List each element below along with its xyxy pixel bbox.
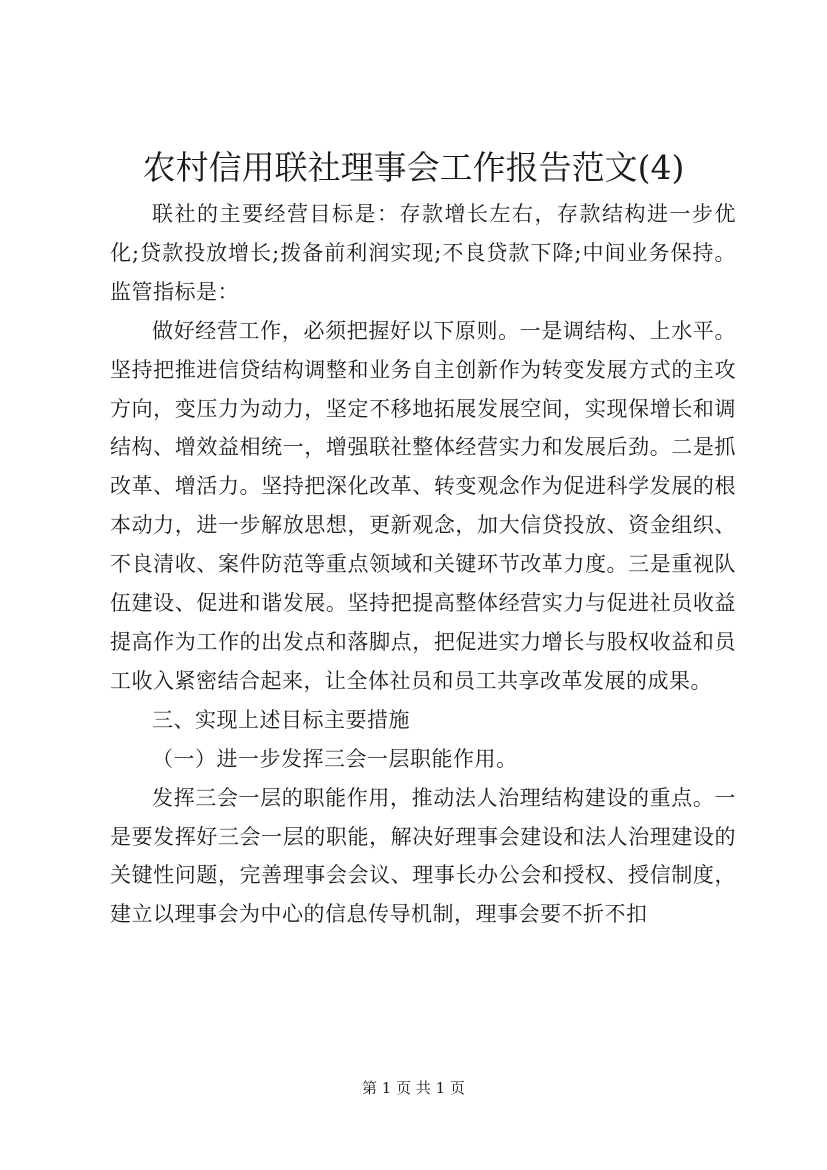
document-body <box>110 195 736 934</box>
paragraph-principles: 做好经营工作，必须把握好以下原则。一是调结构、上水平。坚持把推进信贷结构调整和业务自主创新作为转变发展方式的主攻方向，变压力为动力，坚定不移地拓展发展空间，实现保增长和调结构、增效益相统一，增强联社整体经营实力和发展后劲。二是抓改革、增活力。坚持把深化改革、转变观念作为促进科学发展的根本动力，进一步解放思想，更新观念，加大信贷投放、资金组织、不良清收、案件防范等重点领域和关键环节改革力度。三是重视队伍建设、促进和谐发展。坚持把提高整体经营实力与促进社员收益提高作为工作的出发点和落脚点，把促进实力增长与股权收益和员工收入紧密结合起来，让全体社员和员工共享改革发展的成果。 <box>110 318 736 693</box>
page-footer: 第 1 页 共 1 页 <box>362 1079 465 1097</box>
section-heading-measures: 三、实现上述目标主要措施 <box>152 707 410 732</box>
paragraph-business-goals: 联社的主要经营目标是：存款增长左右，存款结构进一步优化;贷款投放增长;拨备前利润实现;不良贷款下降;中间业务保持。监管指标是： <box>110 202 736 304</box>
document-title: 农村信用联社理事会工作报告范文(4) <box>142 148 685 187</box>
subsection-heading-functions: （一）进一步发挥三会一层职能作用。 <box>152 746 518 771</box>
paragraph-governance: 发挥三会一层的职能作用，推动法人治理结构建设的重点。一是要发挥好三会一层的职能，解决好理事会建设和法人治理建设的关键性问题，完善理事会会议、理事长办公会和授权、授信制度，建立以理事会为中心的信息传导机制，理事会要不折不扣 <box>110 785 736 927</box>
